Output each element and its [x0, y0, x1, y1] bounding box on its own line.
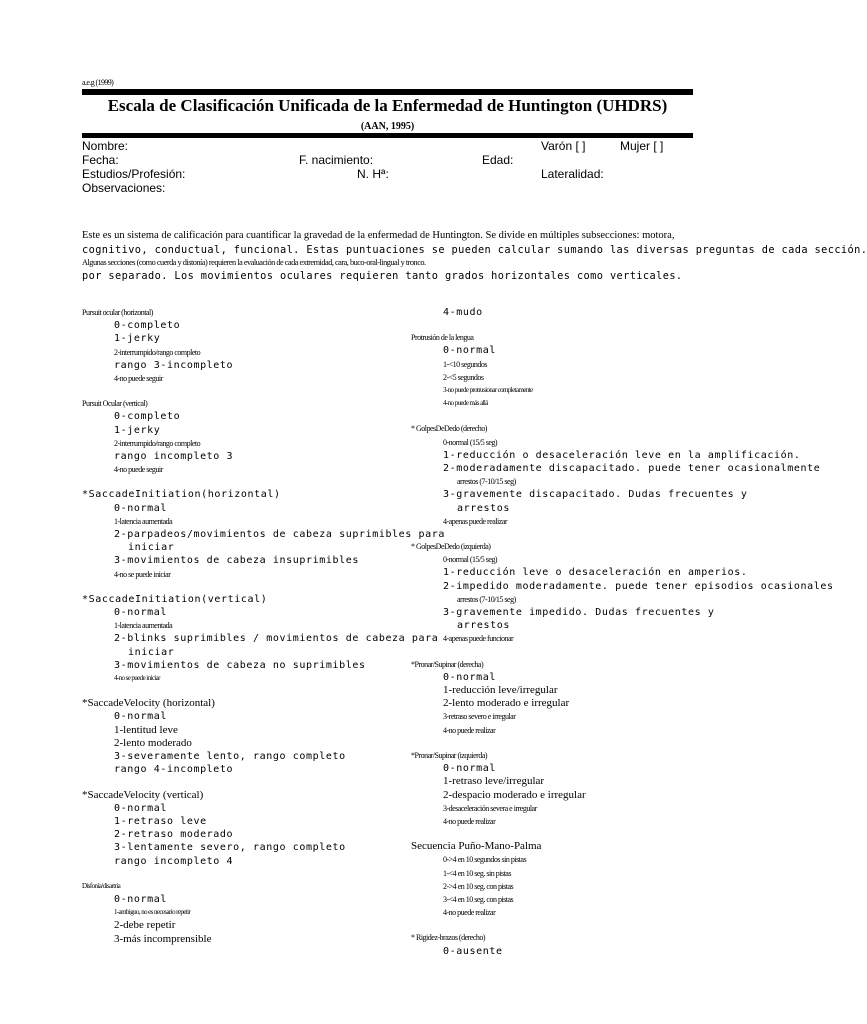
- scale-option: 3-desaceleración severa e irregular: [443, 803, 537, 813]
- scale-option: arrestos: [457, 620, 510, 632]
- document-subtitle: (AAN, 1995): [360, 121, 415, 132]
- field-observaciones: Observaciones:: [82, 181, 166, 195]
- scale-option: 0-normal: [114, 711, 167, 723]
- scale-option: 2-<5 segundos: [443, 372, 484, 382]
- scale-option: iniciar: [128, 542, 175, 554]
- section-heading: Secuencia Puño-Mano-Palma: [411, 840, 542, 853]
- scale-option: 2-lento moderado e irregular: [443, 697, 570, 710]
- scale-option: 3-más incomprensible: [114, 932, 212, 945]
- scale-option: iniciar: [128, 646, 175, 658]
- scale-option: rango 4-incompleto: [114, 764, 234, 776]
- scale-option: 0-normal: [114, 607, 167, 619]
- scale-option: 0-normal (15/5 seg): [443, 437, 498, 447]
- scale-option: 4-no puede realizar: [443, 816, 496, 826]
- scale-option: 1-jerky: [114, 424, 161, 436]
- scale-option: 1-<4 en 10 seg. sin pistas: [443, 868, 511, 878]
- scale-option: rango incompleto 4: [114, 855, 234, 867]
- scale-option: 0-ausente: [443, 945, 503, 957]
- scale-option: 0-normal: [114, 893, 167, 905]
- scale-option: 1-ambiguo, no es necesario repetir: [114, 908, 191, 917]
- scale-option: 2-interrumpido/rango completo: [114, 438, 201, 448]
- scale-option: 2-impedido moderadamente. puede tener episodios ocasionales: [443, 580, 834, 592]
- scale-option: 2-parpadeos/movimientos de cabeza suprimibles para: [114, 529, 446, 541]
- scale-option: 4-no puede más allá: [443, 399, 488, 408]
- scale-option: 1-jerky: [114, 333, 161, 345]
- section-heading: *SaccadeVelocity (vertical): [82, 788, 204, 801]
- field-estudios: Estudios/Profesión:: [82, 167, 186, 181]
- scale-option: 2-blinks suprimibles / movimientos de cabeza para: [114, 633, 439, 645]
- section-heading: * GolpesDeDedo (derecho): [411, 424, 487, 434]
- scale-option: 1-lentitud leve: [114, 723, 178, 736]
- scale-option: rango incompleto 3: [114, 451, 234, 463]
- field-nh: N. Hª:: [357, 167, 389, 181]
- field-f-nacimiento: F. nacimiento:: [299, 153, 374, 167]
- scale-option: 4-no se puede iniciar: [114, 674, 160, 683]
- scale-option: 4-mudo: [443, 307, 483, 318]
- intro-line-2: cognitivo, conductual, funcional. Estas puntuaciones se pueden calcular sumando las diversas preguntas de cada sección.: [82, 244, 867, 256]
- scale-option: 3-gravemente discapacitado. Dudas frecuentes y: [443, 489, 748, 501]
- section-heading: * Rigidez-brazos (derecho): [411, 933, 486, 943]
- scale-option: 3-gravemente impedido. Dudas frecuentes y: [443, 607, 715, 619]
- scale-option: 0-normal (15/5 seg): [443, 555, 498, 565]
- scale-option: 2-lento moderado: [114, 736, 192, 749]
- scale-option: 1-retraso leve: [114, 815, 207, 827]
- scale-option: 1-reducción o desaceleración leve en la amplificación.: [443, 449, 801, 461]
- scale-option: 3-severamente lento, rango completo: [114, 751, 346, 763]
- scale-option: 4-apenas puede realizar: [443, 516, 508, 526]
- scale-option: rango 3-incompleto: [114, 359, 234, 371]
- field-nombre: Nombre:: [82, 139, 129, 153]
- field-varon: Varón [ ]: [541, 139, 586, 153]
- corner-note: a.e.g (1999): [82, 78, 114, 87]
- field-fecha: Fecha:: [82, 153, 119, 167]
- scale-option: arrestos: [457, 502, 510, 514]
- scale-option: 0-completo: [114, 320, 181, 332]
- section-heading: Protrusión de la lengua: [411, 333, 474, 343]
- section-heading: Pursuit ocular (horizontal): [82, 308, 153, 317]
- section-heading: *Pronar/Supinar (derecha): [411, 659, 484, 669]
- document-title: Escala de Clasificación Unificada de la Enfermedad de Huntington (UHDRS): [107, 96, 668, 115]
- section-heading: *Pronar/Supinar (izquierda): [411, 750, 488, 760]
- scale-option: 1-<10 segundos: [443, 359, 487, 369]
- right-column: [411, 306, 834, 958]
- scale-option: 3-retraso severo e irregular: [443, 712, 516, 722]
- scale-option: 1-latencia aumentada: [114, 516, 173, 526]
- scale-option: 0-normal: [114, 502, 167, 514]
- scale-option: 4-no puede realizar: [443, 725, 496, 735]
- scale-option: 2-debe repetir: [114, 919, 176, 932]
- scale-option: 1-latencia aumentada: [114, 621, 173, 631]
- scale-option: 2-moderadamente discapacitado. puede tener ocasionalmente: [443, 463, 821, 475]
- scale-option: 1-retraso leve/irregular: [443, 775, 545, 788]
- scale-option: arrestos (7-10/15 seg): [457, 594, 516, 604]
- section-heading: *SaccadeInitiation(horizontal): [82, 489, 281, 501]
- scale-option: 3-movimientos de cabeza no suprimibles: [114, 659, 366, 671]
- intro-line-1: Este es un sistema de calificación para cuantificar la gravedad de la enfermedad de Huntington. Se divide en múltiples subsecciones: motora,: [82, 230, 675, 241]
- intro-line-4: por separado. Los movimientos oculares requieren tanto grados horizontales como verticales.: [82, 270, 683, 282]
- section-heading: * GolpesDeDedo (izquierda): [411, 542, 491, 552]
- scale-option: 0->4 en 10 segundos sin pistas: [443, 855, 527, 865]
- scale-option: 4-no puede realizar: [443, 908, 496, 918]
- scale-option: 0-normal: [114, 802, 167, 814]
- scale-option: 3-no puede protrusionar completamente: [443, 386, 533, 395]
- field-mujer: Mujer [ ]: [620, 139, 664, 153]
- header-rule: [82, 133, 693, 138]
- scale-option: arrestos (7-10/15 seg): [457, 477, 516, 487]
- section-heading: Disfonía/disartria: [82, 881, 121, 890]
- scale-option: 3-movimientos de cabeza insuprimibles: [114, 555, 359, 567]
- scale-option: 4-no puede seguir: [114, 465, 163, 475]
- scale-option: 0-normal: [443, 671, 496, 683]
- section-heading: Pursuit Ocular (vertical): [82, 399, 148, 409]
- scale-option: 1-reducción leve o desaceleración en amperios.: [443, 567, 748, 579]
- scale-option: 4-no se puede iniciar: [114, 569, 171, 579]
- scale-option: 0-completo: [114, 411, 181, 423]
- field-edad: Edad:: [482, 153, 514, 167]
- scale-option: 4-no puede seguir: [114, 374, 163, 384]
- scale-option: 2-retraso moderado: [114, 829, 234, 841]
- scale-option: 2-despacio moderado e irregular: [443, 788, 586, 801]
- scale-option: 0-normal: [443, 763, 496, 775]
- scale-option: 1-reducción leve/irregular: [443, 684, 558, 697]
- scale-option: 2->4 en 10 seg. con pistas: [443, 881, 514, 891]
- scale-option: 4-apenas puede funcionar: [443, 634, 514, 644]
- section-heading: *SaccadeInitiation(vertical): [82, 593, 268, 605]
- section-heading: *SaccadeVelocity (horizontal): [82, 697, 215, 710]
- scale-option: 3-lentamente severo, rango completo: [114, 842, 346, 854]
- intro-line-3: Algunas secciones (como cuerda y distonía) requieren la evaluación de cada extremidad, cara, buco-oral-lingual y tronco.: [82, 258, 426, 267]
- scale-option: 0-normal: [443, 345, 496, 357]
- field-lateralidad: Lateralidad:: [541, 167, 604, 181]
- scale-option: 2-interrumpido/rango completo: [114, 347, 201, 357]
- scale-option: 3-<4 en 10 seg. con pistas: [443, 894, 514, 904]
- top-rule: [82, 89, 693, 95]
